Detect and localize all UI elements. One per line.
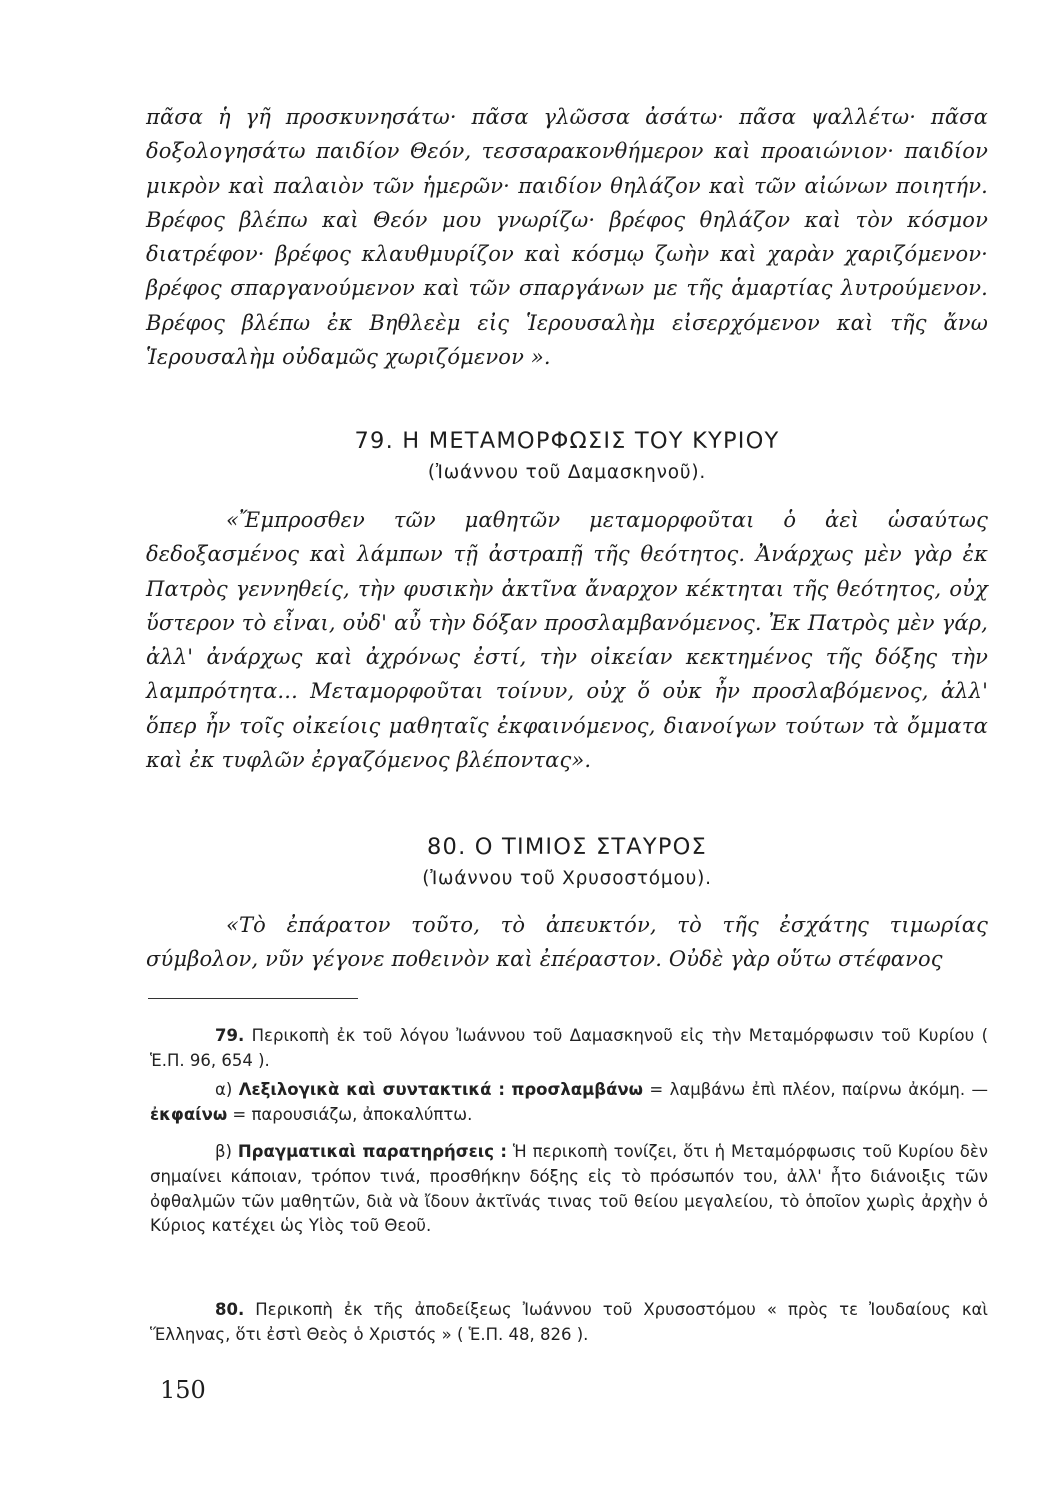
footnote-79-b-text: Ἡ περικοπὴ τονίζει, ὅτι ἡ Μεταμόρφωσις τοῦ Κυρίου δὲν σημαίνει κάποιαν, τρόπον τινά, προσθήκην δόξης εἰς τὸ πρόσωπόν του, ἀλλ' ἦτο διάνοιξις τῶν ὀφθαλμῶν τῶν μαθητῶν, διὰ νὰ ἴδουν ἀκτῖνάς τινας τοῦ θείου μεγαλείου, τὸ ὁποῖον χωρὶς ἀρχὴν ὁ Κύριος κατέχει ὡς Υἱὸς τοῦ Θεοῦ. (150, 1142, 988, 1236)
section-79-text: «Ἔμπροσθεν τῶν μαθητῶν μεταμορφοῦται ὁ ἀεὶ ὡσαύτως δεδοξασμένος καὶ λάμπων τῇ ἀστραπῇ τῆς θεότητος. Ἀνάρχως μὲν γὰρ ἐκ Πατρὸς γεννηθείς, τὴν φυσικὴν ἀκτῖνα ἄναρχον κέκτηται τῆς θεότητος, οὐχ ὕστερον τὸ εἶναι, οὐδ' αὖ τὴν δόξαν προσλαμβανόμενος. Ἐκ Πατρὸς μὲν γάρ, ἀλλ' ἀνάρχως καὶ ἀχρόνως ἐστί, τὴν οἰκείαν κεκτημένος τῆς δόξης τὴν λαμπρότητα... Μεταμορφοῦται τοίνυν, οὐχ ὅ οὐκ ἦν προσλαβόμενος, ἀλλ' ὅπερ ἦν τοῖς οἰκείοις μαθηταῖς ἐκφαινόμενος, διανοίγων τούτων τὰ ὄμματα καὶ ἐκ τυφλῶν ἐργαζόμενος βλέποντας». (146, 508, 988, 773)
section-80-text: «Τὸ ἐπάρατον τοῦτο, τὸ ἀπευκτόν, τὸ τῆς ἐσχάτης τιμωρίας σύμβολον, νῦν γέγονε ποθεινὸν καὶ ἐπέραστον. Οὐδὲ γὰρ οὕτω στέφανος (146, 913, 988, 972)
footnote-80-number: 80. (215, 1300, 245, 1319)
footnote-79-text: Περικοπὴ ἐκ τοῦ λόγου Ἰωάννου τοῦ Δαμασκηνοῦ εἰς τὴν Μεταμόρφωσιν τοῦ Κυρίου ( Ἑ.Π. 96, 654 ). (150, 1026, 989, 1070)
page-number: 150 (160, 1376, 206, 1404)
section-79-author: (Ἰωάννου τοῦ Δαμασκηνοῦ). (427, 462, 707, 483)
section-80-author: (Ἰωάννου τοῦ Χρυσοστόμου). (422, 868, 712, 889)
footnote-79-number: 79. (215, 1026, 245, 1045)
footnote-79 (150, 1024, 988, 1074)
footnote-80 (150, 1298, 988, 1348)
footnote-80-text: Περικοπὴ ἐκ τῆς ἀποδείξεως Ἰωάννου τοῦ Χρυσοστόμου « πρὸς τε Ἰουδαίους καὶ Ἕλληνας, ὅτι ἐστὶ Θεὸς ὁ Χριστός » ( Ἑ.Π. 48, 826 ). (150, 1300, 988, 1344)
footnote-79-a-def2: = παρουσιάζω, ἀποκαλύπτω. (232, 1104, 473, 1124)
footnote-79-a-term1: προσλαμβάνω (511, 1080, 644, 1099)
footnote-79-a-def1: = λαμβάνω ἐπὶ πλέον, παίρνω ἀκόμη. — (649, 1080, 989, 1099)
section-80-heading: 80. Ο ΤΙΜΙΟΣ ΣΤΑΥΡΟΣ (427, 834, 707, 860)
intro-paragraph: πᾶσα ἡ γῆ προσκυνησάτω· πᾶσα γλῶσσα ἀσάτω· πᾶσα ψαλλέτω· πᾶσα δοξολογησάτω παιδίον Θεόν, τεσσαρακονθήμερον καὶ προαιώνιον· παιδίον μικρὸν καὶ παλαιὸν τῶν ἡμερῶν· παιδίον θηλάζον καὶ τῶν αἰώνων ποιητήν. Βρέφος βλέπω καὶ Θεόν μου γνωρίζω· βρέφος θηλάζον καὶ τὸν κόσμον διατρέφον· βρέφος κλαυθμυρίζον καὶ κόσμῳ ζωὴν καὶ χαρὰν χαριζόμενον· βρέφος σπαργανούμενον καὶ τῶν σπαργάνων με τῆς ἁμαρτίας λυτρούμενον. Βρέφος βλέπω ἐκ Βηθλεὲμ εἰς Ἱερουσαλὴμ εἰσερχόμενον καὶ τῆς ἄνω Ἱερουσαλὴμ οὐδαμῶς χωριζόμενον ». (146, 105, 988, 370)
footnote-79-b-label: Πραγματικαὶ παρατηρήσεις : (237, 1142, 508, 1161)
footnote-79-b-marker: β) (215, 1142, 232, 1161)
footnote-79-b (150, 1140, 988, 1239)
footnote-79-a-label: Λεξιλογικὰ καὶ συντακτικά : (238, 1080, 505, 1099)
footnote-divider (148, 998, 358, 999)
footnote-79-a (150, 1078, 988, 1128)
section-79-heading: 79. Η ΜΕΤΑΜΟΡΦΩΣΙΣ ΤΟΥ ΚΥΡΙΟΥ (354, 428, 780, 454)
footnote-79-a-marker: α) (215, 1080, 233, 1099)
footnote-79-a-term2: ἐκφαίνω (150, 1104, 228, 1124)
